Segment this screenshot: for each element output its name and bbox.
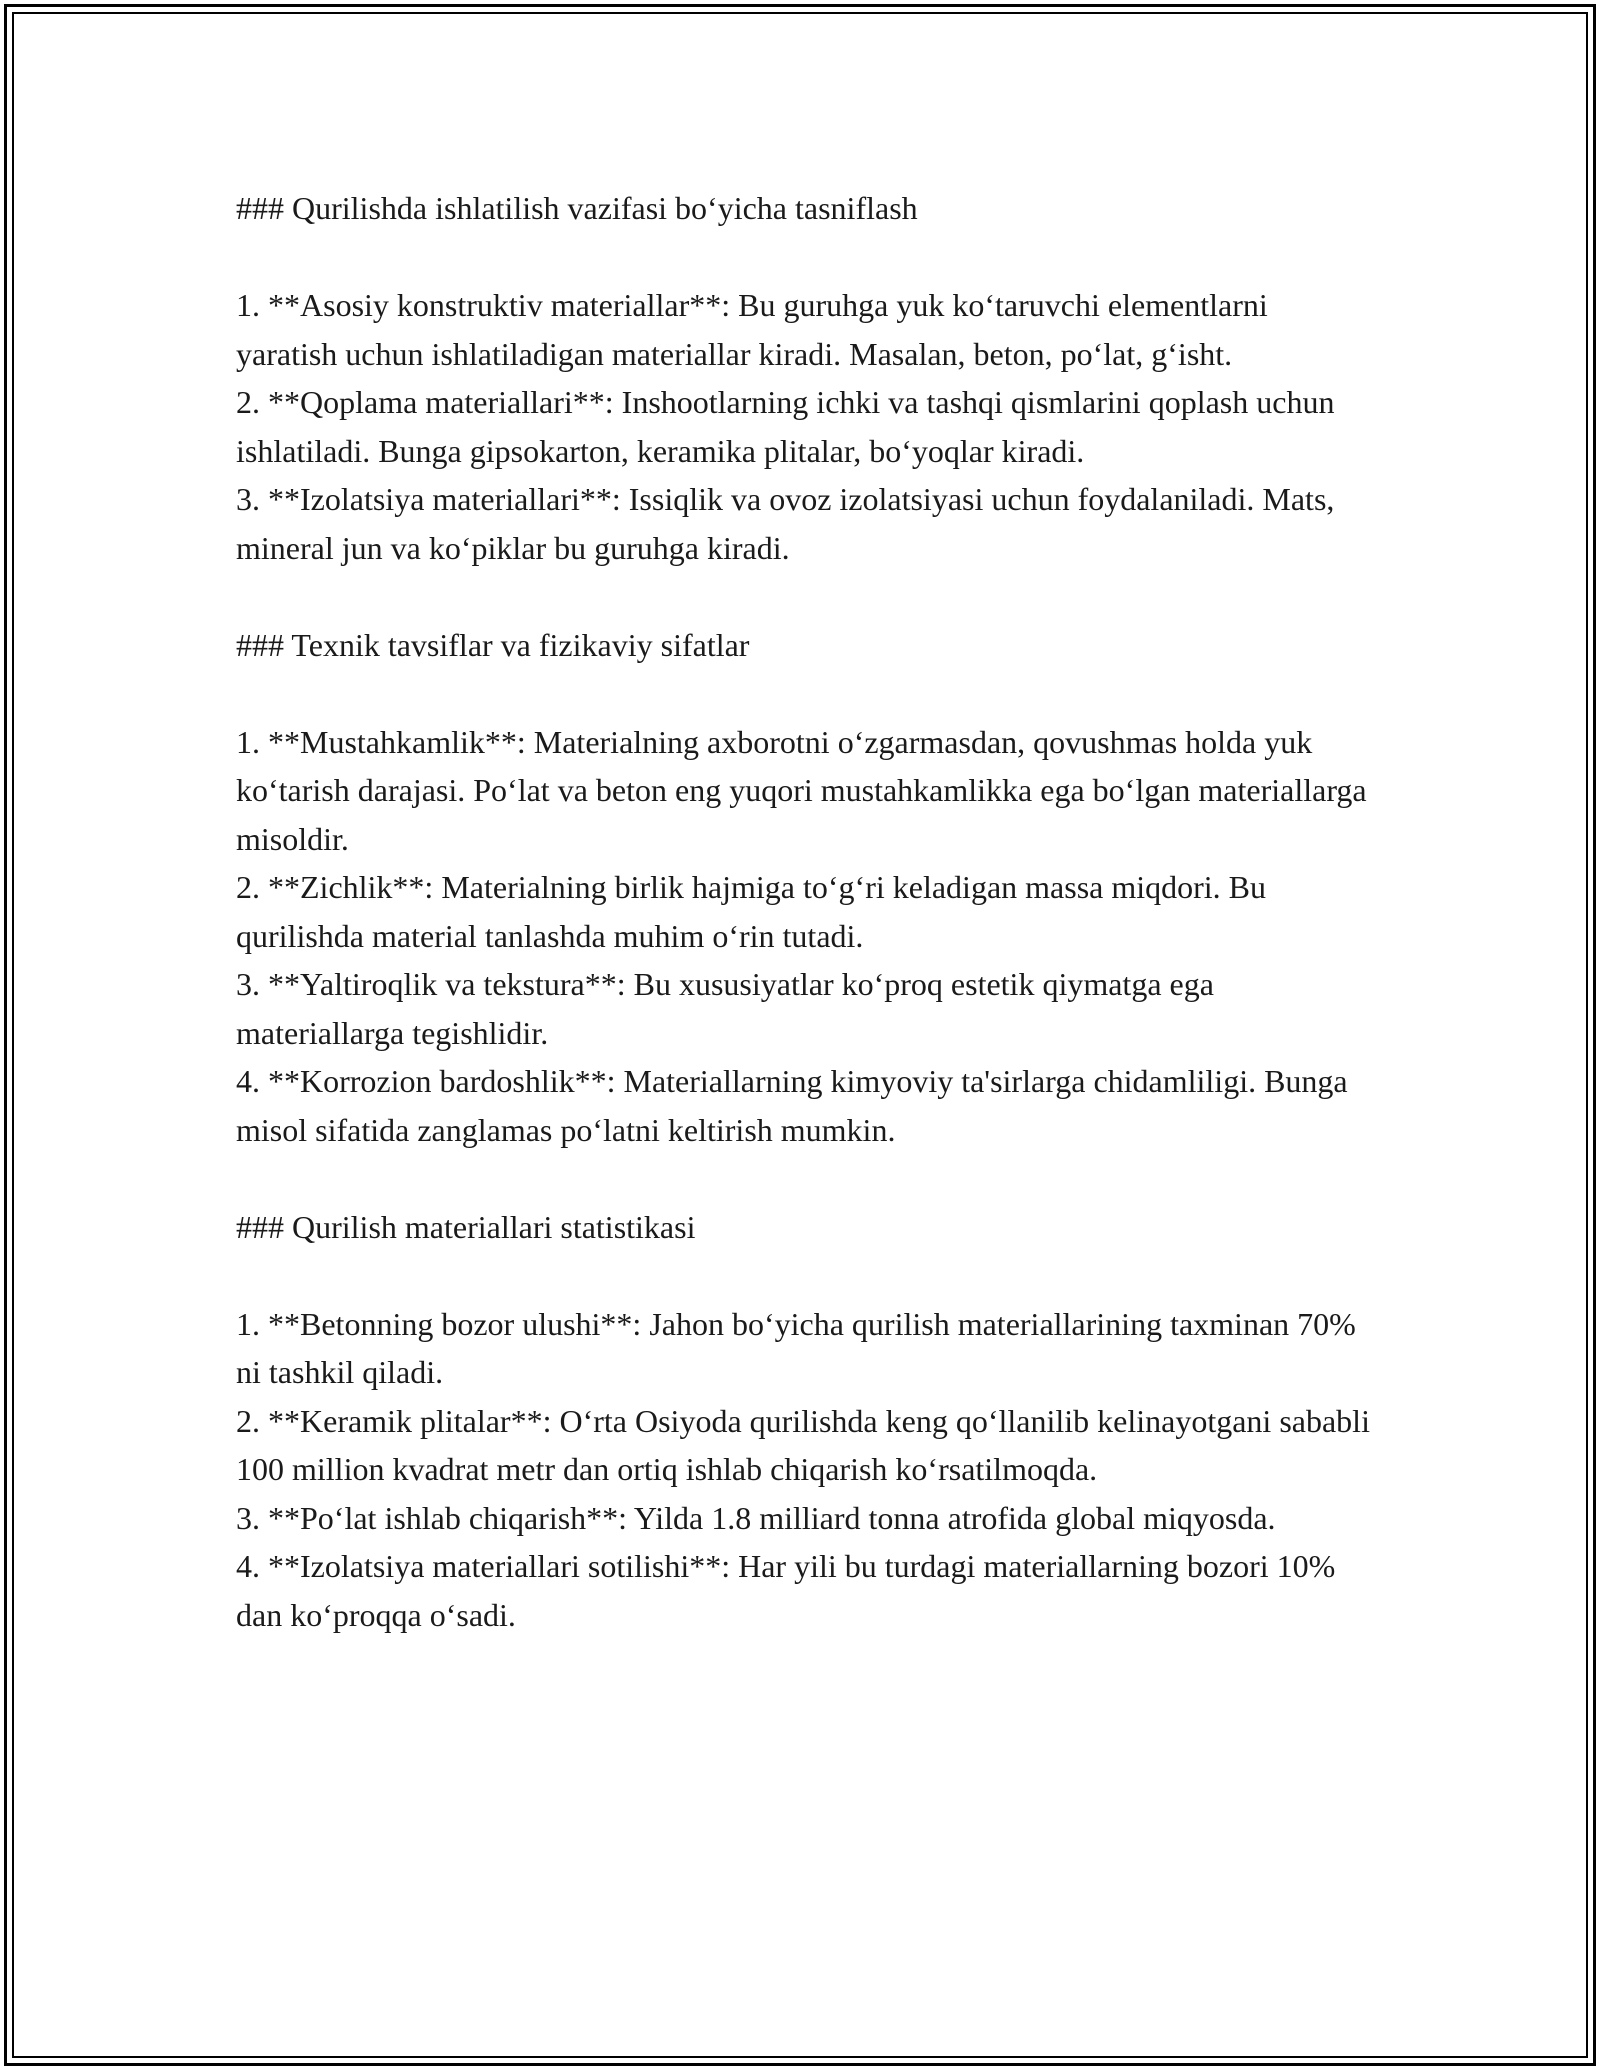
list-item: 2. **Qoplama materiallari**: Inshootlarning ichki va tashqi qismlarini qoplash uchun ishlatiladi. Bunga gipsokarton, keramika plitalar, bo‘yoqlar kiradi. [236,384,1335,469]
list-item: 3. **Yaltiroqlik va tekstura**: Bu xususiyatlar ko‘proq estetik qiymatga ega materiallarga tegishlidir. [236,966,1214,1051]
list-item: 3. **Po‘lat ishlab chiqarish**: Yilda 1.8 milliard tonna atrofida global miqyosda. [236,1499,1276,1536]
section-heading-properties: ### Texnik tavsiflar va fizikaviy sifatlar [236,626,750,663]
list-item: 2. **Keramik plitalar**: O‘rta Osiyoda qurilishda keng qo‘llanilib kelinayotgani sababli 100 million kvadrat metr dan ortiq ishlab chiqarish ko‘rsatilmoqda. [236,1402,1370,1487]
blank-line [236,233,1376,282]
document-body [236,184,1376,1639]
list-item: 3. **Izolatsiya materiallari**: Issiqlik va ovoz izolatsiyasi uchun foydalaniladi. Mats, mineral jun va ko‘piklar bu guruhga kiradi. [236,481,1335,566]
blank-line [236,572,1376,621]
blank-line [236,1251,1376,1300]
section-heading-statistics: ### Qurilish materiallari statistikasi [236,1208,696,1245]
list-item: 4. **Izolatsiya materiallari sotilishi**: Har yili bu turdagi materiallarning bozori 10% dan ko‘proqqa o‘sadi. [236,1548,1336,1633]
blank-line [236,669,1376,718]
list-item: 4. **Korrozion bardoshlik**: Materiallarning kimyoviy ta'sirlarga chidamliligi. Bunga misol sifatida zanglamas po‘latni keltirish mumkin. [236,1063,1348,1148]
list-item: 1. **Asosiy konstruktiv materiallar**: Bu guruhga yuk ko‘taruvchi elementlarni yaratish uchun ishlatiladigan materiallar kiradi. Masalan, beton, po‘lat, g‘isht. [236,287,1268,372]
list-item: 2. **Zichlik**: Materialning birlik hajmiga to‘g‘ri keladigan massa miqdori. Bu qurilishda material tanlashda muhim o‘rin tutadi. [236,869,1267,954]
section-heading-classification: ### Qurilishda ishlatilish vazifasi bo‘yicha tasniflash [236,190,918,226]
list-item: 1. **Betonning bozor ulushi**: Jahon bo‘yicha qurilish materiallarining taxminan 70% ni tashkil qiladi. [236,1305,1356,1390]
list-item: 1. **Mustahkamlik**: Materialning axborotni o‘zgarmasdan, qovushmas holda yuk ko‘tarish darajasi. Po‘lat va beton eng yuqori mustahkamlikka ega bo‘lgan materiallarga misoldir. [236,723,1367,857]
blank-line [236,1154,1376,1203]
